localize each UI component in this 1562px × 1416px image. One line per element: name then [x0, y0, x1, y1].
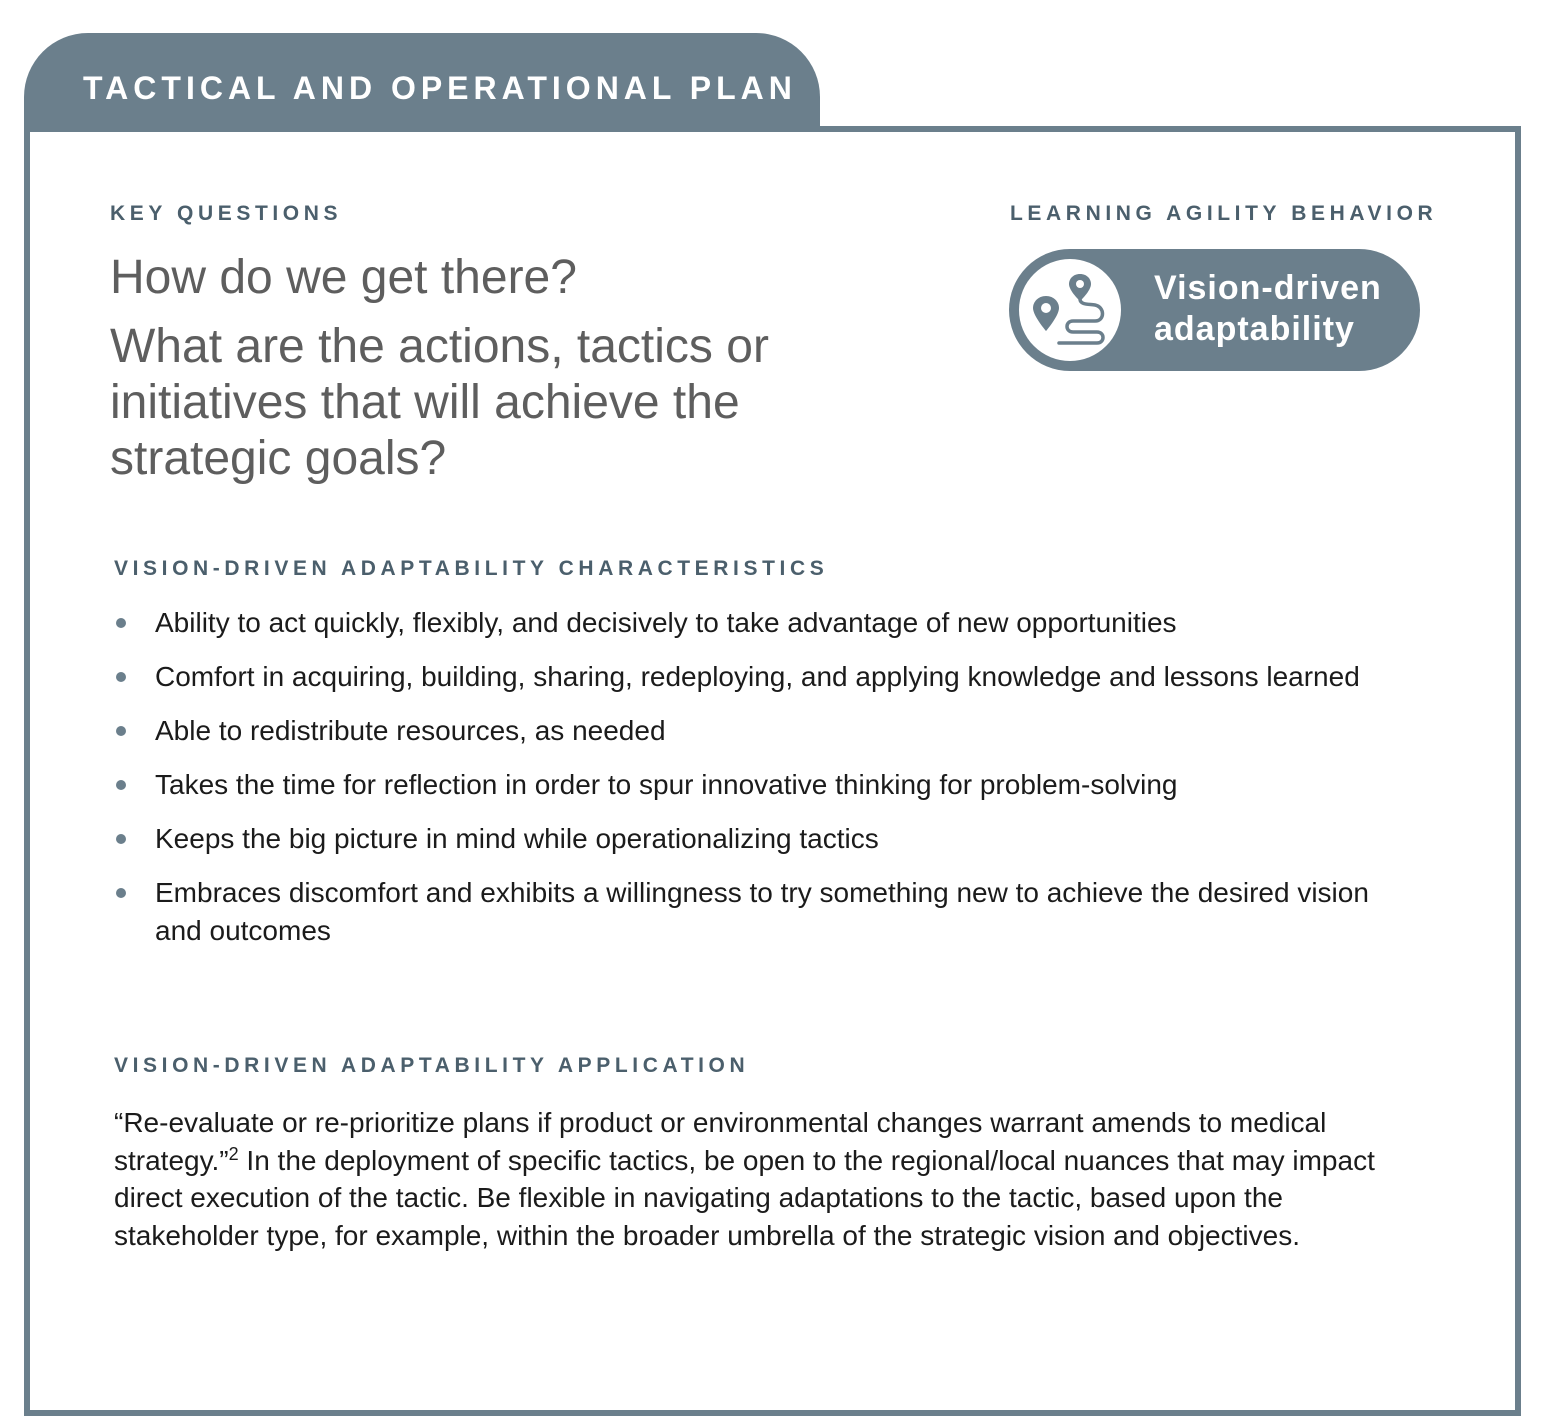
list-item-text: Embraces discomfort and exhibits a willingness to try something new to achieve the desired vision and outcomes — [155, 877, 1369, 946]
application-quote: “Re-evaluate or re-prioritize plans if product or environmental changes warrant amends to medical strategy.” — [114, 1107, 1327, 1176]
bullet-icon — [116, 672, 126, 682]
behavior-icon-circle — [1019, 259, 1121, 361]
list-item — [112, 658, 1402, 696]
bullet-icon — [116, 618, 126, 628]
list-item — [112, 604, 1402, 642]
characteristics-list — [112, 604, 1402, 966]
behavior-badge-line-2: adaptability — [1154, 310, 1355, 348]
key-questions-label: KEY QUESTIONS — [110, 202, 343, 225]
bullet-icon — [116, 888, 126, 898]
list-item — [112, 766, 1402, 804]
application-paragraph — [114, 1104, 1414, 1254]
footnote-marker: 2 — [228, 1143, 239, 1164]
characteristics-label: VISION-DRIVEN ADAPTABILITY CHARACTERISTICS — [114, 557, 829, 580]
list-item-text: Takes the time for reflection in order to spur innovative thinking for problem-solving — [155, 769, 1178, 800]
map-route-pins-icon — [1019, 259, 1121, 361]
behavior-badge-text — [1154, 268, 1404, 350]
page-title: TACTICAL AND OPERATIONAL PLAN — [83, 70, 797, 106]
bullet-icon — [116, 780, 126, 790]
list-item — [112, 712, 1402, 750]
list-item — [112, 820, 1402, 858]
list-item-text: Keeps the big picture in mind while operationalizing tactics — [155, 823, 879, 854]
list-item-text: Comfort in acquiring, building, sharing, redeploying, and applying knowledge and lessons learned — [155, 661, 1360, 692]
key-question-2: What are the actions, tactics or initiatives that will achieve the strategic goals? — [110, 320, 769, 485]
bullet-icon — [116, 834, 126, 844]
list-item — [112, 874, 1402, 950]
learning-agility-label: LEARNING AGILITY BEHAVIOR — [1010, 202, 1438, 225]
application-label: VISION-DRIVEN ADAPTABILITY APPLICATION — [114, 1054, 750, 1077]
list-item-text: Ability to act quickly, flexibly, and decisively to take advantage of new opportunities — [155, 607, 1177, 638]
list-item-text: Able to redistribute resources, as needed — [155, 715, 666, 746]
application-body: In the deployment of specific tactics, be open to the regional/local nuances that may impact direct execution of the tactic. Be flexible in navigating adaptations to the tactic, based upon the stakeholder type, for example, within the broader umbrella of the strategic vision and objectives. — [114, 1144, 1375, 1251]
behavior-badge-line-1: Vision-driven — [1154, 269, 1382, 307]
bullet-icon — [116, 726, 126, 736]
key-question-1: How do we get there? — [110, 251, 577, 304]
